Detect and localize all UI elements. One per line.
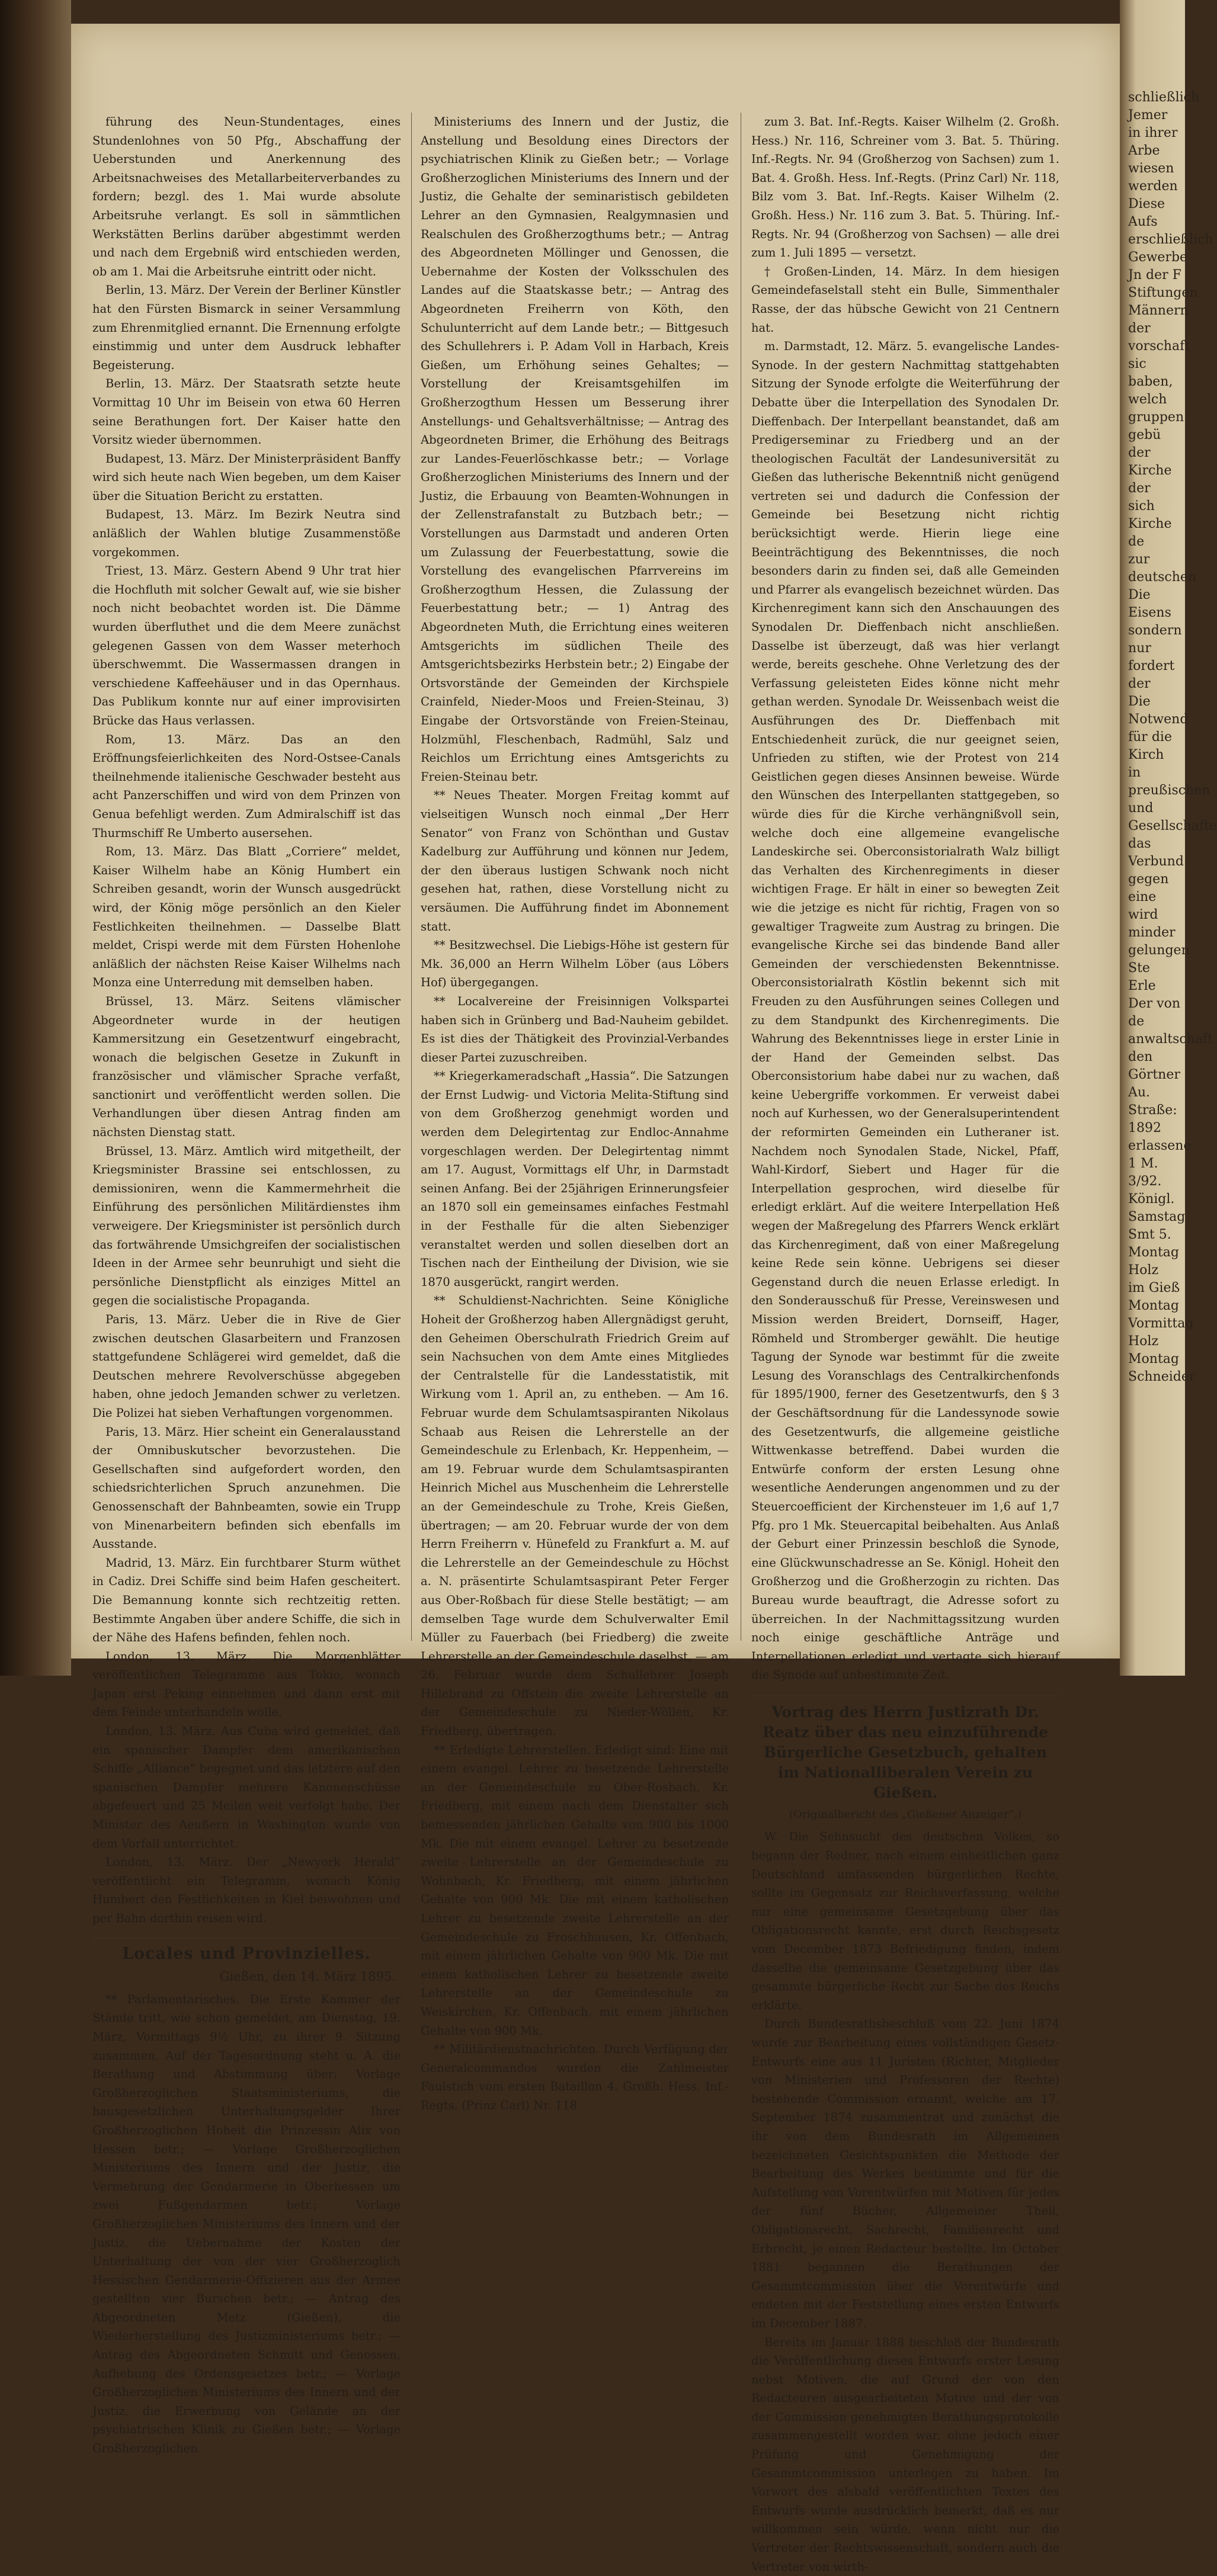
article-paragraph: Budapest, 13. März. Der Ministerpräsident Banffy wird sich heute nach Wien begeben, um dem Kaiser über die Situation Bericht zu erstatten. [92, 450, 401, 506]
adjacent-page-edge [1120, 0, 1185, 1676]
article-paragraph: London, 13. März. Aus Cuba wird gemeldet, daß ein spanischer Dampfer dem amerikanischen Schiffe „Alliance“ begegnet und das letztere auf den spanischen Dampfer mehrere Kanonenschüsse abgefeuert und 25 Meilen weit verfolgt habe. Der Minister des Aeußern in Washington wurde von dem Vorfall unterrichtet. [92, 1722, 401, 1853]
article-paragraph: m. Darmstadt, 12. März. 5. evangelische Landes-Synode. In der gestern Nachmittag stattgehabten Sitzung der Synode erfolgte die Weiterführung der Debatte über die Interpellation des Synodalen Dr. Dieffenbach. Der Interpellant beanstandet, daß am Predigerseminar zu Friedberg und an der theologischen Facultät der Landesuniversität zu Gießen das lutherische Bekenntniß nicht genügend vertreten sei und dadurch die Confession der Gemeinde bei Besetzung nicht richtig berücksichtigt werde. Hierin liege eine Beeinträchtigung des Bekenntnisses, die noch besonders darin zu finden sei, daß alle Gemeinden und Pfarrer als evangelisch bezeichnet würden. Das Kirchenregiment kann sich den Anschauungen des Synodalen Dr. Dieffenbach nicht anschließen. Dasselbe ist überzeugt, daß was hier verlangt werde, bereits geschehe. Ohne Verletzung des der Verfassung geleisteten Eides könne nicht mehr gethan werden. Synodale Dr. Weissenbach weist die Ausführungen des Dr. Dieffenbach mit Entschiedenheit zurück, die nur geeignet seien, Unfrieden zu stiften, wie der Protest von 214 Geistlichen gegen dieses Ansinnen beweise. Würde den Wünschen des Interpellanten stattgegeben, so würde dies für die Kirche verhängnißvoll sein, welche doch eine allgemeine evangelische Landeskirche sei. Oberconsistorialrath Walz billigt das Verhalten des Kirchenregiments in dieser wichtigen Frage. Er hält in einer so bewegten Zeit wie die jetzige es nicht für richtig, Fragen von so gewaltiger Tragweite zum Austrag zu bringen. Die evangelische Kirche sei das bindende Band aller Gemeinden der verschiedensten Bekenntnisse. Oberconsistorialrath Köstlin bekennt sich mit Freuden zu den Ausführungen seines Collegen und zu dem Standpunkt des Kirchenregiments. Die Wahrung des Bekenntnisses liege in erster Linie in der Hand der Gemeinden selbst. Das Oberconsistorium habe dabei nur zu wachen, daß keine Uebergriffe vorkommen. Er verweist dabei noch auf Kurhessen, wo der Generalsuperintendent der reformirten Gemeinden ein Lutheraner ist. Nachdem noch Synodalen Stade, Nickel, Pfaff, Wahl-Kirdorf, Siebert und Hager für die Interpellation gesprochen, wird dieselbe für erledigt erklärt. Auf die weitere Interpellation Heß wegen der Maßregelung des Pfarrers Wenck erklärt das Kirchenregiment, daß von einer Maßregelung keine Rede sein könne. Uebrigens sei dieser Gegenstand durch die neuen Erlasse erledigt. In den Sonderausschuß für Presse, Vereinswesen und Mission werden Breidert, Dornseiff, Hager, Römheld und Stromberger gewählt. Die heutige Tagung der Synode war bestimmt für die zweite Lesung des Voranschlags des Centralkirchenfonds für 1895/1900, ferner des Gesetzentwurfs, den § 3 der Geschäftsordnung für die Landessynode sowie des Gesetzentwurfs, die allgemeine geistliche Wittwenkasse betreffend. Dabei wurden die Entwürfe conform der ersten Lesung ohne wesentliche Aenderungen angenommen und zu der Steuercoefficient der Kirchensteuer im 1,6 auf 1,7 Pfg. pro 1 Mk. Steuercapital beibehalten. Aus Anlaß der Geburt einer Prinzessin beschloß die Synode, eine Glückwunschadresse an Se. Königl. Hoheit den Großherzog und die Großherzogin zu richten. Das Bureau wurde beauftragt, die Adresse sofort zu überreichen. In der Nachmittagssitzung wurden noch einige geschäftliche Anträge und Interpellationen erledigt und vertagte sich hierauf die Synode auf unbestimmte Zeit. [751, 337, 1059, 1685]
article-paragraph: Rom, 13. März. Das an den Eröffnungsfeierlichkeiten des Nord-Ostsee-Canals theilnehmende italienische Geschwader besteht aus acht Panzerschiffen und wird von dem Prinzen von Genua befehligt werden. Zum Admiralschiff ist das Thurmschiff Re Umberto ausersehen. [92, 730, 401, 843]
article-paragraph: Ministeriums des Innern und der Justiz, die Anstellung und Besoldung eines Directors der psychiatrischen Klinik zu Gießen betr.; — Vorlage Großherzoglichen Ministeriums des Innern und der Justiz, die Gehalte der seminaristisch gebildeten Lehrer an den Gymnasien, Realgymnasien und Realschulen des Großherzogthums betr.; — Antrag des Abgeordneten Möllinger und Genossen, die Uebernahme der Kosten der Volksschulen des Landes auf die Staatskasse betr.; — Antrag des Abgeordneten Freiherrn von Köth, den Schulunterricht auf dem Lande betr.; — Bittgesuch des Schullehrers i. P. Adam Voll in Harbach, Kreis Gießen, um Erhöhung seines Gehaltes; — Vorstellung der Kreisamtsgehilfen im Großherzogthum Hessen um Besserung ihrer Anstellungs- und Gehaltsverhältnisse; — Antrag des Abgeordneten Brimer, die Erhöhung des Beitrags zur Landes-Feuerlöschkasse betr.; — Vorlage Großherzoglichen Ministeriums des Innern und der Justiz, die Erbauung von Beamten-Wohnungen in der Zellenstrafanstalt zu Butzbach betr.; — Vorstellungen aus Darmstadt und anderen Orten um Zulassung der Feuerbestattung, sowie die Vorstellung des evangelischen Pfarrvereins im Großherzogthum Hessen, die Zulassung der Feuerbestattung betr.; — 1) Antrag des Abgeordneten Muth, die Errichtung eines weiteren Amtsgerichts im südlichen Theile des Amtsgerichtsbezirks Herbstein betr.; 2) Eingabe der Ortsvorstände der Gemeinden der Kirchspiele Crainfeld, Nieder-Moos und Freien-Steinau, 3) Eingabe der Ortsvorstände von Freien-Steinau, Holzmühl, Fleschenbach, Radmühl, Salz und Reichlos um Errichtung eines Amtsgerichts zu Freien-Steinau betr. [421, 113, 729, 786]
article-paragraph: ** Besitzwechsel. Die Liebigs-Höhe ist gestern für Mk. 36,000 an Herrn Wilhelm Löber (aus Löbers Hof) übergegangen. [421, 936, 729, 992]
article-paragraph: Berlin, 13. März. Der Staatsrath setzte heute Vormittag 10 Uhr im Beisein von etwa 60 Herren seine Berathungen fort. Der Kaiser hatte den Vorsitz wieder übernommen. [92, 374, 401, 449]
article-paragraph: † Großen-Linden, 14. März. In dem hiesigen Gemeindefaselstall steht ein Bulle, Simmenthaler Rasse, der das hübsche Gewicht von 21 Centnern hat. [751, 262, 1059, 337]
article-paragraph: Brüssel, 13. März. Seitens vlämischer Abgeordneter wurde in der heutigen Kammersitzung ein Gesetzentwurf eingebracht, wonach die belgischen Gesetze in Zukunft in französischer und vlämischer Sprache verfaßt, sanctionirt und veröffentlicht werden sollen. Die Verhandlungen über diesen Antrag finden am nächsten Dienstag statt. [92, 992, 401, 1142]
article-paragraph: zum 3. Bat. Inf.-Regts. Kaiser Wilhelm (2. Großh. Hess.) Nr. 116, Schreiner vom 3. Bat. 5. Thüring. Inf.-Regts. Nr. 94 (Großherzog von Sachsen) zum 1. Bat. 4. Großh. Hess. Inf.-Regts. (Prinz Carl) Nr. 118, Bilz vom 3. Bat. Inf.-Regts. Kaiser Wilhelm (2. Großh. Hess.) Nr. 116 zum 3. Bat. 5. Thüring. Inf.-Regts. Nr. 94 (Großherzog von Sachsen) — alle drei zum 1. Juli 1895 — versetzt. [751, 113, 1059, 262]
col2-news [421, 113, 729, 2115]
article-paragraph: London, 13. März. Die Morgenblätter veröffentlichen Telegramme aus Tokio, wonach Japan erst Peking einnehmen und dann erst mit dem Feinde unterhandeln wolle. [92, 1647, 401, 1722]
article-paragraph: ** Neues Theater. Morgen Freitag kommt auf vielseitigen Wunsch noch einmal „Der Herr Senator“ von Franz von Schönthan und Gustav Kadelburg zur Aufführung und können nur Jedem, der den überaus lustigen Schwank noch nicht gesehen hat, rathen, diese Vorstellung nicht zu versäumen. Die Aufführung findet im Abonnement statt. [421, 786, 729, 936]
lecture-title: Vortrag des Herrn Justizrath Dr. Reatz über das neu einzuführende Bürgerliche Gesetzbuch, gehalten im Nationalliberalen Verein zu Gießen. [751, 1695, 1059, 1803]
column-divider [411, 113, 412, 1641]
book-binding [0, 0, 71, 1676]
adjacent-page-text: schließlich Jemer in ihrer Arbe wiesen werden Diese Aufs erschließlich Gewerbe Jn der F Stiftungen Männern der vorschaft sic baben, welch gruppen gebü der Kirche der sich Kirche de zur deutschen Die Eisens sondern nur fordert der Die Notwend für die Kirch in preußischen und Gesellschafte das Verbund gegen eine wird minder gelungen Ste Erle Der von de anwaltschaft den Görtner Au. Straße: 1892 erlassene 1 M. 3/92. Königl. Samstag Smt 5. Montag Holz im Gieß Montag Vormittag Holz Montag Schneider [1120, 0, 1185, 1386]
article-paragraph: Brüssel, 13. März. Amtlich wird mitgetheilt, der Kriegsminister Brassine sei entschlossen, zu demissioniren, wenn die Kammermehrheit die Einführung des persönlichen Militärdienstes ihm verweigere. Der Kriegsminister ist persönlich durch das fortwährende Umsichgreifen der socialistischen Ideen in der Armee sehr beunruhigt und sieht die persönliche Dienstpflicht als einziges Mittel an gegen die socialistische Propaganda. [92, 1142, 401, 1310]
article-paragraph: ** Schuldienst-Nachrichten. Seine Königliche Hoheit der Großherzog haben Allergnädigst geruht, den Geheimen Oberschulrath Friedrich Greim auf sein Nachsuchen von dem Amte eines Mitgliedes der Centralstelle für die Landesstatistik, mit Wirkung vom 1. April an, zu entheben. — Am 16. Februar wurde dem Schulamtsaspiranten Nikolaus Schaab aus Reisen die Lehrerstelle an der Gemeindeschule zu Erlenbach, Kr. Heppenheim, — am 19. Februar wurde dem Schulamtsaspiranten Heinrich Michel aus Muschenheim die Lehrerstelle an der Gemeindeschule zu Trohe, Kreis Gießen, übertragen; — am 20. Februar wurde der von dem Herrn Freiherrn v. Hünefeld zu Frankfurt a. M. auf die Lehrerstelle an der Gemeindeschule zu Höchst a. N. präsentirte Schulamtsaspirant Peter Ferger aus Ober-Roßbach für diese Stelle bestätigt; — am demselben Tage wurde dem Schulverwalter Emil Müller zu Fauerbach (bei Friedberg) die zweite Lehrerstelle an der Gemeindeschule daselbst, — am 26. Februar wurde dem Schullehrer Joseph Hillebrand zu Offstein die zweite Lehrerstelle an der Gemeindeschule zu Nieder-Wöllen, Kr. Friedberg, übertragen. [421, 1291, 729, 1740]
article-paragraph: Durch Bundesrathsbeschluß vom 22. Juni 1874 wurde zur Bearbeitung eines vollständigen Gesetz-Entwurfs eine aus 11 Juristen (Richter, Mitglieder von Ministerien und Professoren der Rechte) bestehende Commission ernannt, welche am 17. September 1874 zusammentrat und zunächst die ihr von dem Bundesrath im Allgemeinen bezeichneten Gesichtspunkten die Methode der Bearbeitung des Werkes bestimmte und für die Aufstellung von Vorentwürfen mit Motiven für jedes der fünf Bücher, Allgemeiner Theil, Obligationsrecht, Sachrecht, Familienrecht und Erbrecht, je einen Redacteur bestellte. Im October 1881 begannen die Berathungen der Gesammtcommission über die Vorentwürfe und endeten mit der Feststellung eines ersten Entwurfs im December 1887. [751, 2014, 1059, 2333]
article-paragraph: Berlin, 13. März. Der Verein der Berliner Künstler hat den Fürsten Bismarck in seiner Versammlung zum Ehrenmitglied ernannt. Die Ernennung erfolgte einstimmig und unter dem Ausdruck lebhafter Begeisterung. [92, 281, 401, 374]
lecture-subtitle: (Originalbericht des „Gießener Anzeiger“.) [751, 1805, 1059, 1824]
col1-local-news [92, 1990, 401, 2458]
article-paragraph: ** Localvereine der Freisinnigen Volkspartei haben sich in Grünberg und Bad-Nauheim gebildet. Es ist dies der Thätigkeit des Provinzial-Verbandes dieser Partei zuzuschreiben. [421, 992, 729, 1067]
article-paragraph: führung des Neun-Stundentages, eines Stundenlohnes von 50 Pfg., Abschaffung der Ueberstunden und Anerkennung des Arbeitsnachweises des Metallarbeiterverbandes zu fordern; bezgl. des 1. Mai wurde absolute Arbeitsruhe verlangt. Es soll in sämmtlichen Werkstätten Berlins darüber abgestimmt werden und nach dem Ergebniß wird entschieden werden, ob am 1. Mai die Arbeitsruhe eintritt oder nicht. [92, 113, 401, 281]
article-paragraph: ** Kriegerkameradschaft „Hassia“. Die Satzungen der Ernst Ludwig- und Victoria Melita-Stiftung sind von dem Großherzog genehmigt worden und werden dem Delegirtentag zur Endloc-Annahme vorgeschlagen werden. Der Delegirtentag nimmt am 17. August, Vormittags elf Uhr, in Darmstadt seinen Anfang. Bei der 25jährigen Erinnerungsfeier an 1870 soll ein gemeinsames einfaches Festmahl in der Festhalle für die alten Siebenziger veranstaltet werden und sollen dieselben dort an Tischen nach der Eintheilung der Division, wie sie 1870 ausgerückt, rangirt werden. [421, 1067, 729, 1291]
article-paragraph: ** Parlamentarisches. Die Erste Kammer der Stände tritt, wie schon gemeldet, am Dienstag, 19. März, Vormittags 9½ Uhr, zu ihrer 9. Sitzung zusammen. Auf der Tagesordnung steht u. A. die Berathung und Abstimmung über: Vorlage Großherzoglichen Staatsministeriums, die hausgesetzlichen Unterhaltungsgelder Ihrer Großherzoglichen Hoheit die Prinzessin Alix von Hessen betr.; — Vorlage Großherzoglichen Ministeriums des Innern und der Justiz, die Vermehrung der Gendarmerie in Oberhessen um zwei Fußgendarmen betr.; Vorlage Großherzoglichen Ministeriums des Innern und der Justiz, die Uebernahme der Kosten der Unterhaltung der von der vier Großherzoglich Hessischen Gendarmerie-Offizieren aus der Armee gestellten vier Burschen betr.; — Antrag des Abgeordneten Metz (Gießen), die Wiederherstellung des Justizministeriums betr.; — Antrag des Abgeordneten Schmitt und Genossen, Aufhebung des Ordensgesetzes betr.; — Vorlage Großherzoglichen Ministeriums des Innern und der Justiz, die Erwerbung von Gelände an der psychiatrischen Klinik zu Gießen betr.; — Vorlage Großherzoglichen [92, 1990, 401, 2458]
column-1 [92, 113, 401, 1641]
article-paragraph: London, 13. März. Der „Newyork Herald“ veröffentlicht ein Telegramm, wonach König Humbert den Festlichkeiten in Kiel beiwohnen und per Bahn dorthin reisen wird. [92, 1853, 401, 1927]
article-paragraph: Paris, 13. März. Ueber die in Rive de Gier zwischen deutschen Glasarbeitern und Franzosen stattgefundene Schlägerei wird gemeldet, daß die Deutschen mehrere Revolverschüsse abgegeben haben, ohne jedoch Jemanden schwer zu verletzen. Die Polizei hat sieben Verhaftungen vorgenommen. [92, 1310, 401, 1423]
article-paragraph: Rom, 13. März. Das Blatt „Corriere“ meldet, Kaiser Wilhelm habe an König Humbert ein Schreiben gesandt, worin der Wunsch ausgedrückt wird, der König möge persönlich an den Kieler Festlichkeiten theilnehmen. — Dasselbe Blatt meldet, Crispi werde mit dem Fürsten Hohenlohe anläßlich der nächsten Reise Kaiser Wilhelms nach Monza eine Unterredung mit demselben haben. [92, 842, 401, 992]
article-paragraph: Bereits im Januar 1888 beschloß der Bundesrath die Veröffentlichung dieses Entwurfs erster Lesung nebst Motiven, die auf Grund der von den Redacteuren ausgearbeiteten Motive und der von der Commission genehmigten Berathungsprotokolle zusammengestellt worden war, ohne jedoch einer Prüfung und Genehmigung der Gesammtcommission unterlegen zu haben. Im Vorwort des alsbald veröffentlichten Textes des Entwurfs wurde ausdrücklich bemerkt, daß es nur willkommen sein würde, wenn nicht nur die Vertreter der Rechtswissenschaft, sondern auch die Vertreter von wirth- [751, 2333, 1059, 2576]
col3-news [751, 113, 1059, 1685]
lecture-body [751, 1827, 1059, 2576]
article-paragraph: W. Die Sehnsucht des deutschen Volkes, so begann der Redner, nach einem einheitlichen ganz Deutschland umfassenden bürgerlichen Rechte, sollte im Gegensatz zur Reichsverfassung, welche nur eine gemeinsame Gesetzgebung über das Obligationsrecht kannte, erst durch Reichsgesetz vom December 1873 Befriedigung finden, indem dasselbe die gemeinsame Gesetzgebung über das gesammte bürgerliche Recht zur Sache des Reichs erklärte. [751, 1827, 1059, 2014]
article-paragraph: Triest, 13. März. Gestern Abend 9 Uhr trat hier die Hochfluth mit solcher Gewalt auf, wie sie bisher noch nicht beobachtet worden ist. Die Dämme wurden überfluthet und die dem Meere zunächst gelegenen Gassen von dem Wasser meterhoch überschwemmt. Die Wassermassen drangen in verschiedene Kaffeehäuser und in das Opernhaus. Das Publikum konnte nur auf einer improvisirten Brücke das Haus verlassen. [92, 562, 401, 730]
column-3 [751, 113, 1059, 1641]
section-title: Locales und Provinzielles. [92, 1937, 401, 1964]
column-2 [421, 113, 729, 1641]
article-paragraph: Paris, 13. März. Hier scheint ein Generalausstand der Omnibuskutscher bevorzustehen. Die Gesellschaften sind aufgefordert worden, den schiedsrichterlichen Spruch anzunehmen. Die Genossenschaft der Bahnbeamten, sowie ein Trupp von Minenarbeitern befinden sich ebenfalls im Ausstande. [92, 1423, 401, 1554]
article-paragraph: ** Militärdienstnachrichten. Durch Verfügung der Generalcommandos wurden die Zahlmeister Faulstich vom ersten Bataillon 4. Großh. Hess. Inf.-Regts. (Prinz Carl) Nr. 118 [421, 2040, 729, 2115]
article-paragraph: ** Erledigte Lehrerstellen. Erledigt sind: Eine mit einem evangel. Lehrer zu besetzende Lehrerstelle an der Gemeindeschule zu Ober-Rosbach, Kr. Friedberg, mit einem nach dem Dienstalter sich bemessenden jährlichen Gehalte von 900 bis 1000 Mk. Die mit einem evangel. Lehrer zu besetzende zweite Lehrerstelle an der Gemeindeschule zu Wohnbach, Kr. Friedberg, mit einem jährlichen Gehalte von 900 Mk. Die mit einem katholischen Lehrer zu besetzende zweite Lehrerstelle an der Gemeindeschule zu Froschhausen, Kr. Offenbach, mit einem jährlichen Gehalte von 900 Mk. Die mit einem katholischen Lehrer zu besetzende zweite Lehrerstelle an der Gemeindeschule zu Weiskirchen, Kr. Offenbach, mit einem jährlichen Gehalte von 900 Mk. [421, 1741, 729, 2041]
article-paragraph: Madrid, 13. März. Ein furchtbarer Sturm wüthet in Cadiz. Drei Schiffe sind beim Hafen gescheitert. Die Bemannung konnte sich rechtzeitig retten. Bestimmte Angaben über andere Schiffe, die sich in der Nähe des Hafens befinden, fehlen noch. [92, 1554, 401, 1647]
article-paragraph: Budapest, 13. März. Im Bezirk Neutra sind anläßlich der Wahlen blutige Zusammenstöße vorgekommen. [92, 505, 401, 562]
newspaper-page [71, 24, 1120, 1658]
col1-news [92, 113, 401, 1928]
dateline: Gießen, den 14. März 1895. [92, 1968, 396, 1987]
